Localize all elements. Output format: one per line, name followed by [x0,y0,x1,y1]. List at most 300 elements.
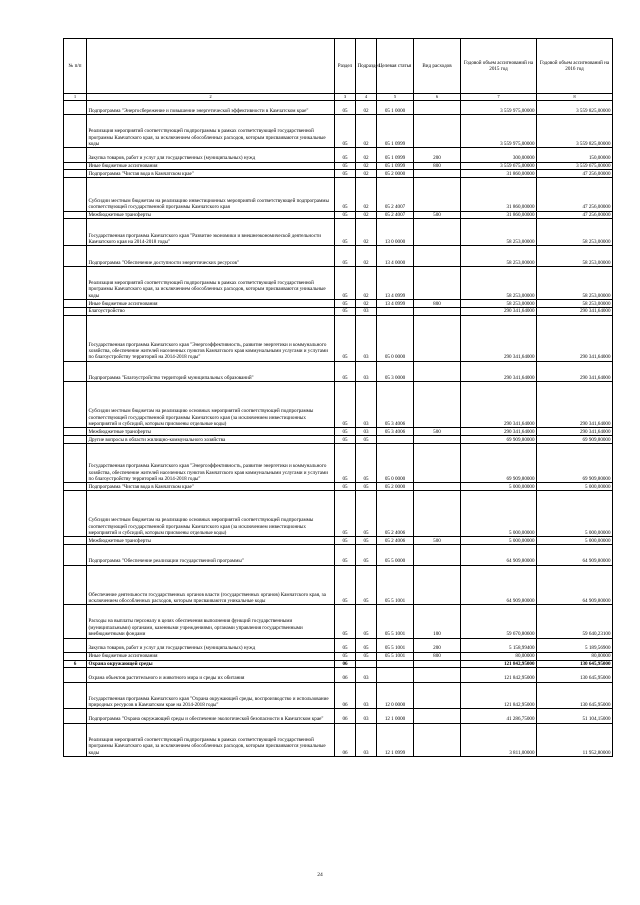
row-target-article-cell: 05 1 0999 [377,148,414,162]
row-name-cell: Закупка товаров, работ и услуг для государственных (муниципальных) нужд [87,638,335,652]
table-row [64,170,613,178]
row-number-cell [64,545,87,566]
column-number: 3 [335,94,356,101]
row-volume-2016-cell: 290 341,64000 [537,382,613,428]
row-expense-type-cell [414,266,461,299]
header-volume-2015: Годовой объем ассигнований на 2015 год [461,39,537,94]
row-expense-type-cell: 100 [414,605,461,638]
header-podrazdel: Подраздел [356,39,377,94]
row-number-cell [64,307,87,315]
row-expense-type-cell: 500 [414,211,461,219]
table-row [64,668,613,682]
row-target-article-cell: 12 1 0000 [377,709,414,723]
row-podrazdel-cell: 05 [356,443,377,483]
table-row [64,682,613,709]
row-number-cell [64,211,87,219]
row-target-article-cell: 05 0 0000 [377,443,414,483]
row-razdel-cell: 06 [335,723,356,756]
table-row [64,178,613,211]
row-number-cell [64,682,87,709]
row-volume-2015-cell: 58 253,00000 [461,266,537,299]
table-row [64,709,613,723]
header-expense-type: Вид расходов [414,39,461,94]
row-volume-2016-cell: 3 559 675,00000 [537,162,613,170]
row-target-article-cell: 05 2 0000 [377,170,414,178]
header-no: № п/п [64,39,87,94]
table-row [64,537,613,545]
row-volume-2015-cell: 3 811,00000 [461,723,537,756]
row-podrazdel-cell: 05 [356,565,377,605]
row-target-article-cell: 05 3 0000 [377,361,414,382]
row-expense-type-cell [414,491,461,537]
row-razdel-cell: 05 [335,436,356,444]
row-number-cell [64,436,87,444]
row-razdel-cell: 05 [335,652,356,660]
row-number-cell [64,266,87,299]
row-volume-2016-cell: 80,00000 [537,652,613,660]
table-row [64,361,613,382]
column-number: 1 [64,94,87,101]
row-volume-2016-cell: 290 341,64000 [537,361,613,382]
header-row [64,39,613,94]
row-podrazdel-cell: 03 [356,382,377,428]
row-target-article-cell: 05 5 1001 [377,652,414,660]
row-expense-type-cell [414,483,461,491]
row-expense-type-cell [414,219,461,246]
row-name-cell: Субсидии местным бюджетам на реализацию основных мероприятий соответствующей подпрограммы соответствующей государственной программы Камчатского края (за исключением инвестиционных мероприятий и субсидий, которым присвоены отдельные коды) [87,382,335,428]
row-razdel-cell: 05 [335,178,356,211]
row-razdel-cell: 05 [335,211,356,219]
row-target-article-cell: 05 2 4007 [377,178,414,211]
column-number: 5 [377,94,414,101]
row-volume-2015-cell: 290 341,64000 [461,307,537,315]
row-volume-2016-cell: 5 000,00000 [537,483,613,491]
table-row [64,638,613,652]
row-expense-type-cell [414,101,461,115]
row-razdel-cell: 05 [335,101,356,115]
row-name-cell: Межбюджетные трансферты [87,537,335,545]
row-podrazdel-cell: 03 [356,709,377,723]
row-number-cell [64,668,87,682]
row-name-cell: Государственная программа Камчатского края "Энергоэффективность, развитие энергетики и коммунального хозяйства, обеспечение жителей населенных пунктов Камчатского края коммунальными услугами и услугами по благоустройству территорий на 2014-2018 годы" [87,443,335,483]
row-podrazdel-cell: 05 [356,491,377,537]
row-podrazdel-cell: 02 [356,101,377,115]
row-number-cell [64,491,87,537]
header-name [87,39,335,94]
header-target-article: Целевая статья [377,39,414,94]
row-razdel-cell: 05 [335,491,356,537]
row-expense-type-cell [414,660,461,668]
row-number-cell [64,219,87,246]
row-podrazdel-cell: 05 [356,537,377,545]
row-target-article-cell: 13 4 0999 [377,266,414,299]
row-name-cell: Охрана объектов растительного и животного мира и среды их обитания [87,668,335,682]
row-volume-2015-cell: 5 000,00000 [461,537,537,545]
row-expense-type-cell [414,307,461,315]
row-razdel-cell: 06 [335,709,356,723]
row-volume-2016-cell: 58 253,00000 [537,266,613,299]
page-number: 24 [317,872,323,878]
row-volume-2015-cell: 3 559 975,00000 [461,101,537,115]
row-number-cell [64,170,87,178]
table-row [64,491,613,537]
row-razdel-cell: 05 [335,537,356,545]
row-podrazdel-cell: 02 [356,246,377,267]
row-volume-2015-cell: 3 559 975,00000 [461,115,537,148]
table-row [64,148,613,162]
row-name-cell: Реализация мероприятий соответствующей подпрограммы в рамках соответствующей государственной программы Камчатского края, за исключением обособленных расходов, которым присваиваются уникальные коды [87,723,335,756]
row-target-article-cell: 05 3 4006 [377,428,414,436]
table-row [64,428,613,436]
row-razdel-cell: 05 [335,266,356,299]
row-expense-type-cell [414,246,461,267]
row-razdel-cell: 05 [335,638,356,652]
row-target-article-cell: 05 1 0000 [377,101,414,115]
row-volume-2015-cell: 290 341,64000 [461,315,537,361]
row-podrazdel-cell: 03 [356,668,377,682]
row-number-cell [64,178,87,211]
row-number-cell [64,382,87,428]
row-razdel-cell: 05 [335,443,356,483]
row-volume-2016-cell: 59 640,23100 [537,605,613,638]
row-razdel-cell: 05 [335,246,356,267]
row-number-cell [64,148,87,162]
row-number-cell [64,723,87,756]
row-name-cell: Иные бюджетные ассигнования [87,162,335,170]
row-expense-type-cell: 800 [414,300,461,308]
row-target-article-cell: 05 1 0999 [377,115,414,148]
row-volume-2015-cell: 3 559 675,00000 [461,162,537,170]
table-row [64,605,613,638]
row-volume-2016-cell: 3 559 825,00000 [537,115,613,148]
row-volume-2016-cell: 58 253,00000 [537,246,613,267]
table-row [64,219,613,246]
table-row [64,483,613,491]
row-name-cell: Подпрограмма "Обеспечение реализации государственной программы" [87,545,335,566]
budget-table [63,38,613,757]
row-number-cell [64,638,87,652]
row-podrazdel-cell: 03 [356,723,377,756]
row-target-article-cell: 13 4 0000 [377,246,414,267]
row-volume-2015-cell: 58 253,00000 [461,246,537,267]
table-row [64,382,613,428]
column-number: 8 [537,94,613,101]
table-row [64,652,613,660]
row-expense-type-cell [414,361,461,382]
row-volume-2016-cell: 58 253,00000 [537,300,613,308]
row-volume-2015-cell: 31 860,00000 [461,170,537,178]
row-name-cell: Закупка товаров, работ и услуг для государственных (муниципальных) нужд [87,148,335,162]
row-number-cell [64,652,87,660]
row-volume-2015-cell: 5 000,00000 [461,483,537,491]
table-row [64,266,613,299]
row-volume-2015-cell: 300,00000 [461,148,537,162]
row-volume-2016-cell: 130 645,95000 [537,682,613,709]
row-volume-2015-cell: 64 909,80000 [461,565,537,605]
column-number-row [64,94,613,101]
row-volume-2016-cell: 64 909,80000 [537,565,613,605]
row-number-cell [64,162,87,170]
table-row [64,246,613,267]
row-volume-2016-cell: 11 952,80000 [537,723,613,756]
row-volume-2015-cell: 5 000,00000 [461,491,537,537]
row-razdel-cell: 05 [335,605,356,638]
row-volume-2015-cell: 69 909,80000 [461,443,537,483]
row-expense-type-cell [414,178,461,211]
row-name-cell: Охрана окружающей среды [87,660,335,668]
row-volume-2016-cell: 58 253,00000 [537,219,613,246]
row-podrazdel-cell: 03 [356,315,377,361]
row-podrazdel-cell: 02 [356,162,377,170]
row-volume-2015-cell: 31 860,00000 [461,178,537,211]
row-volume-2015-cell: 31 860,00000 [461,211,537,219]
row-expense-type-cell [414,382,461,428]
row-volume-2015-cell: 121 842,95000 [461,660,537,668]
row-expense-type-cell [414,682,461,709]
row-number-cell [64,565,87,605]
row-volume-2015-cell: 5 158,99400 [461,638,537,652]
table-row [64,436,613,444]
row-volume-2016-cell: 51 104,15000 [537,709,613,723]
row-target-article-cell: 13 4 0999 [377,300,414,308]
row-podrazdel-cell: 05 [356,436,377,444]
row-volume-2016-cell: 47 256,00000 [537,170,613,178]
row-podrazdel-cell: 03 [356,361,377,382]
row-name-cell: Подпрограмма "Энергосбережение и повышение энергетической эффективности в Камчатском крае" [87,101,335,115]
row-target-article-cell: 05 0 0000 [377,315,414,361]
row-podrazdel-cell: 05 [356,483,377,491]
row-expense-type-cell [414,436,461,444]
row-volume-2015-cell: 59 670,80600 [461,605,537,638]
row-expense-type-cell [414,709,461,723]
row-podrazdel-cell: 02 [356,219,377,246]
row-name-cell: Расходы на выплаты персоналу в целях обеспечения выполнения функций государственными (муниципальными) органами, казенными учреждениями, органами управления государственными внебюджетными фондами [87,605,335,638]
row-name-cell: Государственная программа Камчатского края "Энергоэффективность, развитие энергетики и коммунального хозяйства, обеспечение жителей населенных пунктов Камчатского края коммунальными услугами и услугами по благоустройству территорий на 2014-2018 годы" [87,315,335,361]
row-podrazdel-cell: 05 [356,605,377,638]
row-razdel-cell: 05 [335,148,356,162]
row-razdel-cell: 06 [335,668,356,682]
table-row [64,723,613,756]
row-razdel-cell: 06 [335,660,356,668]
table-row [64,565,613,605]
row-target-article-cell: 05 2 4006 [377,491,414,537]
row-volume-2016-cell: 69 909,80000 [537,436,613,444]
row-expense-type-cell: 800 [414,162,461,170]
row-target-article-cell: 05 5 0000 [377,545,414,566]
table-row [64,115,613,148]
row-name-cell: Государственная программа Камчатского края "Развитие экономики и внешнеэкономической деятельности Камчатского края на 2014-2018 годы" [87,219,335,246]
table-row [64,660,613,668]
table-row [64,300,613,308]
row-number-cell [64,300,87,308]
row-podrazdel-cell [356,660,377,668]
row-volume-2015-cell: 290 341,64000 [461,428,537,436]
row-number-cell [64,101,87,115]
row-name-cell: Подпрограмма "Чистая вода в Камчатском крае" [87,170,335,178]
row-razdel-cell: 05 [335,382,356,428]
row-name-cell: Межбюджетные трансферты [87,211,335,219]
row-target-article-cell [377,307,414,315]
row-number-cell [64,428,87,436]
row-number-cell [64,361,87,382]
row-target-article-cell: 05 2 4006 [377,537,414,545]
row-target-article-cell: 05 3 4006 [377,382,414,428]
row-name-cell: Подпрограмма "Чистая вода в Камчатском крае" [87,483,335,491]
row-volume-2016-cell: 130 645,95000 [537,660,613,668]
row-volume-2016-cell: 47 256,00000 [537,178,613,211]
row-number-cell [64,605,87,638]
row-name-cell: Реализация мероприятий соответствующей подпрограммы в рамках соответствующей государственной программы Камчатского края, за исключением обособленных расходов, которым присваиваются уникальные коды [87,266,335,299]
row-expense-type-cell [414,545,461,566]
row-podrazdel-cell: 05 [356,638,377,652]
row-target-article-cell: 05 5 1001 [377,565,414,605]
row-volume-2016-cell: 64 909,80000 [537,545,613,566]
row-podrazdel-cell: 02 [356,266,377,299]
row-razdel-cell: 06 [335,682,356,709]
row-podrazdel-cell: 03 [356,428,377,436]
column-number: 6 [414,94,461,101]
row-target-article-cell: 05 5 1001 [377,638,414,652]
row-podrazdel-cell: 02 [356,178,377,211]
row-razdel-cell: 05 [335,162,356,170]
row-name-cell: Иные бюджетные ассигнования [87,652,335,660]
row-volume-2016-cell: 130 645,95000 [537,668,613,682]
row-podrazdel-cell: 02 [356,211,377,219]
row-expense-type-cell [414,565,461,605]
row-razdel-cell: 05 [335,300,356,308]
row-volume-2015-cell: 58 253,00000 [461,219,537,246]
row-target-article-cell: 05 5 1001 [377,605,414,638]
row-name-cell: Подпрограмма "Охрана окружающей среды и обеспечение экологической безопасности в Камчатском крае" [87,709,335,723]
row-razdel-cell: 05 [335,483,356,491]
row-razdel-cell: 05 [335,115,356,148]
row-target-article-cell: 12 0 0000 [377,682,414,709]
row-number-cell [64,537,87,545]
row-expense-type-cell [414,723,461,756]
row-target-article-cell: 12 1 0999 [377,723,414,756]
row-volume-2016-cell: 69 909,80000 [537,443,613,483]
row-number-cell: 6 [64,660,87,668]
row-number-cell [64,483,87,491]
row-podrazdel-cell: 05 [356,652,377,660]
row-name-cell: Благоустройство [87,307,335,315]
row-razdel-cell: 05 [335,315,356,361]
row-podrazdel-cell: 02 [356,300,377,308]
row-name-cell: Межбюджетные трансферты [87,428,335,436]
row-volume-2015-cell: 69 909,80000 [461,436,537,444]
table-row [64,443,613,483]
row-expense-type-cell [414,443,461,483]
row-expense-type-cell: 800 [414,652,461,660]
row-target-article-cell: 05 2 4007 [377,211,414,219]
row-razdel-cell: 05 [335,428,356,436]
table-row [64,307,613,315]
row-podrazdel-cell: 02 [356,170,377,178]
row-expense-type-cell: 500 [414,428,461,436]
row-volume-2015-cell: 80,00000 [461,652,537,660]
column-number: 2 [87,94,335,101]
row-podrazdel-cell: 02 [356,115,377,148]
row-volume-2016-cell: 290 341,64000 [537,307,613,315]
row-number-cell [64,115,87,148]
row-razdel-cell: 05 [335,545,356,566]
header-razdel: Раздел [335,39,356,94]
header-volume-2016: Годовой объем ассигнований на 2016 год [537,39,613,94]
row-target-article-cell [377,668,414,682]
row-razdel-cell: 05 [335,565,356,605]
row-expense-type-cell: 500 [414,537,461,545]
row-volume-2015-cell: 290 341,64000 [461,361,537,382]
row-volume-2016-cell: 290 341,64000 [537,428,613,436]
row-target-article-cell: 13 0 0000 [377,219,414,246]
row-volume-2016-cell: 47 256,00000 [537,211,613,219]
row-expense-type-cell [414,668,461,682]
row-volume-2016-cell: 5 000,00000 [537,491,613,537]
row-expense-type-cell [414,315,461,361]
row-volume-2015-cell: 290 341,64000 [461,382,537,428]
row-volume-2015-cell: 64 909,80000 [461,545,537,566]
table-row [64,545,613,566]
row-volume-2015-cell: 58 253,00000 [461,300,537,308]
row-volume-2015-cell: 41 286,75000 [461,709,537,723]
row-name-cell: Субсидии местным бюджетам на реализацию основных мероприятий соответствующей подпрограммы соответствующей государственной программы Камчатского края (за исключением инвестиционных мероприятий и субсидий, которым присвоены отдельные коды) [87,491,335,537]
row-expense-type-cell: 200 [414,638,461,652]
row-number-cell [64,443,87,483]
row-expense-type-cell [414,170,461,178]
row-razdel-cell: 05 [335,307,356,315]
table-body [64,101,613,757]
row-volume-2016-cell: 290 341,64000 [537,315,613,361]
row-name-cell: Субсидии местным бюджетам на реализацию инвестиционных мероприятий соответствующей подпрограммы соответствующей государственной программы Камчатского края [87,178,335,211]
table-row [64,162,613,170]
row-razdel-cell: 05 [335,219,356,246]
row-target-article-cell [377,660,414,668]
column-number: 7 [461,94,537,101]
row-target-article-cell: 05 2 0000 [377,483,414,491]
table-row [64,315,613,361]
row-target-article-cell [377,436,414,444]
row-name-cell: Государственная программа Камчатского края "Охрана окружающей среды, воспроизводство и использование природных ресурсов в Камчатском крае на 2014-2018 годы" [87,682,335,709]
budget-table-sheet [63,38,612,757]
row-name-cell: Подпрограмма "Обеспечение доступности энергетических ресурсов" [87,246,335,267]
row-volume-2015-cell: 121 842,95000 [461,668,537,682]
row-name-cell: Другие вопросы в области жилищно-коммунального хозяйства [87,436,335,444]
row-razdel-cell: 05 [335,361,356,382]
row-volume-2016-cell: 150,00000 [537,148,613,162]
row-target-article-cell: 05 1 0999 [377,162,414,170]
table-row [64,211,613,219]
row-expense-type-cell [414,115,461,148]
row-name-cell: Подпрограмма "Благоустройство территорий муниципальных образований" [87,361,335,382]
row-number-cell [64,315,87,361]
column-number: 4 [356,94,377,101]
row-razdel-cell: 05 [335,170,356,178]
row-expense-type-cell: 200 [414,148,461,162]
row-podrazdel-cell: 03 [356,682,377,709]
row-volume-2016-cell: 3 559 825,00000 [537,101,613,115]
row-number-cell [64,709,87,723]
table-row [64,101,613,115]
row-podrazdel-cell: 03 [356,307,377,315]
row-podrazdel-cell: 02 [356,148,377,162]
row-volume-2016-cell: 5 189,56900 [537,638,613,652]
row-volume-2016-cell: 5 000,00000 [537,537,613,545]
row-name-cell: Обеспечение деятельности государственных органов власти (государственных органов) Камчатского края, за исключением обособленных расходов, которым присваиваются уникальные коды [87,565,335,605]
row-volume-2015-cell: 121 842,95000 [461,682,537,709]
row-name-cell: Иные бюджетные ассигнования [87,300,335,308]
row-number-cell [64,246,87,267]
row-podrazdel-cell: 05 [356,545,377,566]
